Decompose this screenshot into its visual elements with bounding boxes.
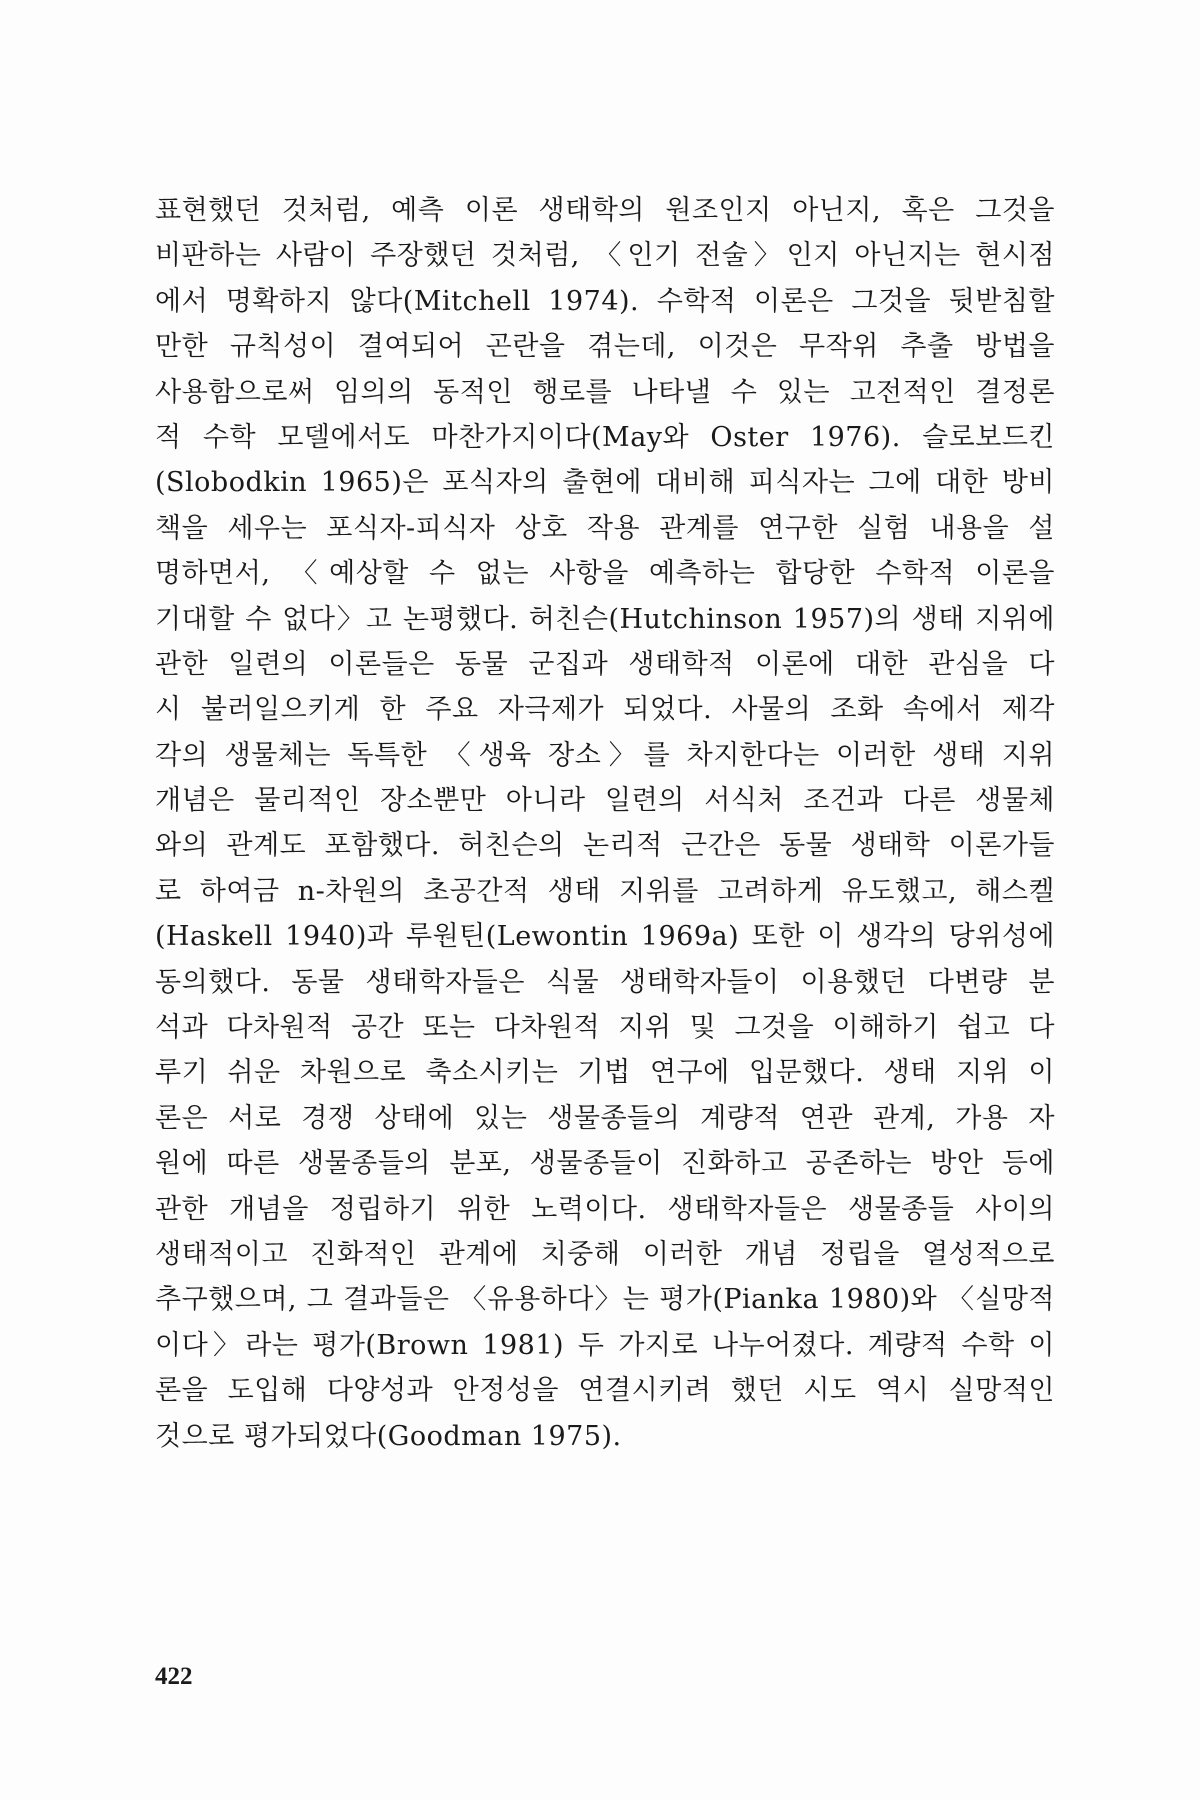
text-line: 기대할 수 없다〉고 논평했다. 허친슨(Hutchinson 1957)의 생태 지위에 (155, 603, 1055, 635)
text-line: 추구했으며, 그 결과들은 〈유용하다〉는 평가(Pianka 1980)와 〈실망적 (155, 1284, 1055, 1316)
text-line: 표현했던 것처럼, 예측 이론 생태학의 원조인지 아닌지, 혹은 그것을 (155, 195, 1055, 226)
text-line: 책을 세우는 포식자-피식자 상호 작용 관계를 연구한 실험 내용을 설 (155, 512, 1055, 544)
text-line: 것으로 평가되었다(Goodman 1975). (155, 1420, 622, 1452)
text-line: 사용함으로써 임의의 동적인 행로를 나타낼 수 있는 고전적인 결정론 (155, 376, 1055, 408)
text-line: 론을 도입해 다양성과 안정성을 연결시키려 했던 시도 역시 실망적인 (155, 1375, 1055, 1407)
page-number: 422 (155, 1663, 193, 1690)
text-line: 석과 다차원적 공간 또는 다차원적 지위 및 그것을 이해하기 쉽고 다 (155, 1012, 1055, 1044)
text-line: 시 불러일으키게 한 주요 자극제가 되었다. 사물의 조화 속에서 제각 (155, 694, 1055, 726)
text-line: 관한 일련의 이론들은 동물 군집과 생태학적 이론에 대한 관심을 다 (155, 648, 1055, 680)
text-line: (Haskell 1940)과 루원틴(Lewontin 1969a) 또한 이 생각의 당위성에 (155, 921, 1055, 953)
text-line: 명하면서, 〈예상할 수 없는 사항을 예측하는 합당한 수학적 이론을 (155, 558, 1055, 590)
text-line: 각의 생물체는 독특한 〈생육 장소〉를 차지한다는 이러한 생태 지위 (155, 739, 1055, 771)
text-line: 루기 쉬운 차원으로 축소시키는 기법 연구에 입문했다. 생태 지위 이 (155, 1057, 1055, 1089)
text-line: 개념은 물리적인 장소뿐만 아니라 일련의 서식처 조건과 다른 생물체 (155, 785, 1055, 817)
text-line: 에서 명확하지 않다(Mitchell 1974). 수학적 이론은 그것을 뒷받침할 (155, 285, 1055, 317)
text-line: 관한 개념을 정립하기 위한 노력이다. 생태학자들은 생물종들 사이의 (155, 1193, 1055, 1225)
text-line: 만한 규칙성이 결여되어 곤란을 겪는데, 이것은 무작위 추출 방법을 (155, 331, 1055, 363)
text-line: (Slobodkin 1965)은 포식자의 출현에 대비해 피식자는 그에 대한 방비 (155, 467, 1055, 499)
text-line: 생태적이고 진화적인 관계에 치중해 이러한 개념 정립을 열성적으로 (155, 1238, 1055, 1270)
text-line: 로 하여금 n-차원의 초공간적 생태 지위를 고려하게 유도했고, 해스켈 (155, 875, 1055, 907)
text-line: 와의 관계도 포함했다. 허친슨의 논리적 근간은 동물 생태학 이론가들 (155, 830, 1055, 862)
text-line: 이다〉라는 평가(Brown 1981) 두 가지로 나누어졌다. 계량적 수학 이 (155, 1329, 1055, 1361)
text-line: 론은 서로 경쟁 상태에 있는 생물종들의 계량적 연관 관계, 가용 자 (155, 1102, 1055, 1134)
text-line: 동의했다. 동물 생태학자들은 식물 생태학자들이 이용했던 다변량 분 (155, 966, 1055, 998)
text-line: 적 수학 모델에서도 마찬가지이다(May와 Oster 1976). 슬로보드킨 (155, 421, 1055, 453)
text-line: 비판하는 사람이 주장했던 것처럼, 〈인기 전술〉인지 아닌지는 현시점 (155, 240, 1055, 272)
text-line: 원에 따른 생물종들의 분포, 생물종들이 진화하고 공존하는 방안 등에 (155, 1148, 1055, 1180)
body-text (155, 188, 1055, 1459)
